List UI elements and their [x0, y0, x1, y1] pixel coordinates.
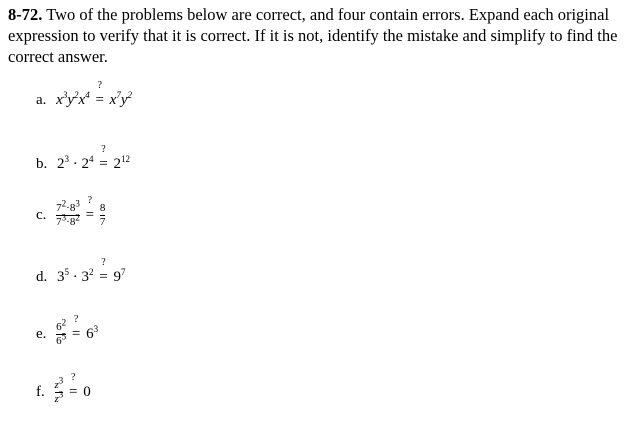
- expression-a: $x^3y^2x^4$ ? = $x^7y^2$: [56, 80, 132, 109]
- problem-a: [36, 80, 132, 109]
- problem-d: [36, 257, 126, 286]
- label-d: d.: [36, 269, 48, 286]
- problem-f: [36, 371, 91, 405]
- problem-c: [36, 194, 106, 228]
- problem-number: 8-72.: [8, 5, 43, 24]
- label-b: b.: [36, 156, 48, 173]
- problem-statement: [8, 4, 634, 67]
- expression-b: $2^3 \cdot 2^4$ ? = $2^{12}$: [57, 144, 130, 173]
- problem-b: [36, 144, 130, 173]
- label-e: e.: [36, 326, 47, 342]
- expression-c: $\frac{7^2\cdot 8^3}{7^3\cdot 8^2}$ ? = $\frac{8}{7}$: [56, 194, 106, 228]
- label-f: f.: [36, 384, 45, 400]
- expression-d: $3^5 \cdot 3^2$ ? = $9^7$: [57, 257, 126, 286]
- label-c: c.: [36, 207, 47, 223]
- problem-e: [36, 313, 99, 347]
- expression-e: $\frac{6^2}{6^5}$ ? = $6^3$: [56, 313, 99, 347]
- problem-text: Two of the problems below are correct, and four contain errors. Expand each original expression to verify that it is correct. If it is not, identify the mistake and simplify to find the correct answer.: [8, 5, 618, 66]
- expression-f: $\frac{z^3}{z^3}$ ? = 0: [54, 371, 91, 405]
- label-a: a.: [36, 92, 47, 109]
